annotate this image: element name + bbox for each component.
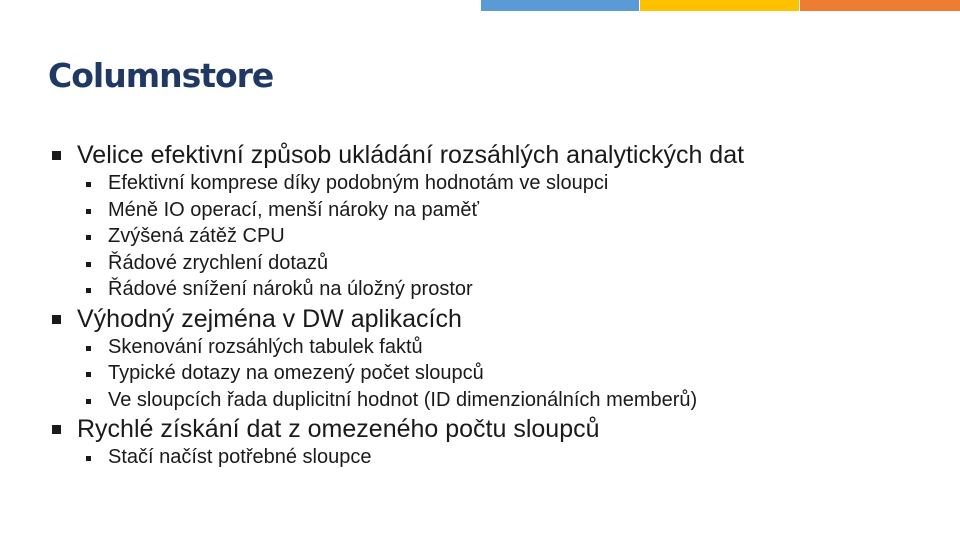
small-square-bullet-icon [86, 288, 91, 293]
accent-bar-orange [800, 0, 960, 11]
square-bullet-icon [52, 425, 61, 434]
small-square-bullet-icon [86, 372, 91, 377]
small-square-bullet-icon [86, 235, 91, 240]
small-square-bullet-icon [86, 456, 91, 461]
sub-bullet-list [50, 170, 930, 303]
bullet-main [50, 411, 930, 447]
sub-bullet-text: Řádové zrychlení dotazů [108, 251, 329, 274]
sub-bullet [50, 170, 930, 197]
accent-bar-blue [481, 0, 639, 11]
sub-bullet [50, 334, 930, 361]
bullet-text: Výhodný zejména v DW aplikacích [77, 304, 462, 333]
sub-bullet-list [50, 444, 930, 471]
sub-bullet-text: Stačí načíst potřebné sloupce [108, 446, 372, 468]
sub-bullet-text: Řádové snížení nároků na úložný prostor [108, 278, 473, 300]
slide-title: Columnstore [48, 56, 274, 95]
sub-bullet-text: Skenování rozsáhlých tabulek faktů [108, 335, 423, 358]
small-square-bullet-icon [86, 182, 91, 187]
sub-bullet [50, 276, 930, 303]
square-bullet-icon [52, 315, 61, 324]
sub-bullet-text: Typické dotazy na omezený počet sloupců [108, 362, 484, 384]
sub-bullet [50, 223, 930, 250]
sub-bullet [50, 360, 930, 387]
sub-bullet-text: Méně IO operací, menší nároky na paměť [108, 198, 480, 221]
small-square-bullet-icon [86, 209, 91, 214]
sub-bullet-text: Efektivní komprese díky podobným hodnotám ve sloupci [108, 172, 609, 194]
sub-bullet [50, 250, 930, 277]
small-square-bullet-icon [86, 262, 91, 267]
sub-bullet [50, 387, 930, 414]
bullet-text: Rychlé získání dat z omezeného počtu sloupců [77, 415, 600, 443]
bullet-text: Velice efektivní způsob ukládání rozsáhlých analytických dat [77, 141, 745, 169]
square-bullet-icon [52, 151, 61, 160]
small-square-bullet-icon [86, 346, 91, 351]
sub-bullet-list [50, 334, 930, 414]
sub-bullet [50, 197, 930, 224]
slide-content [50, 137, 930, 469]
small-square-bullet-icon [86, 399, 91, 404]
accent-bar-yellow [640, 0, 799, 11]
bullet-main [50, 137, 930, 173]
sub-bullet [50, 444, 930, 471]
sub-bullet-text: Zvýšená zátěž CPU [108, 225, 285, 247]
sub-bullet-text: Ve sloupcích řada duplicitní hodnot (ID dimenzionálních memberů) [108, 388, 698, 411]
bullet-main [50, 301, 930, 337]
